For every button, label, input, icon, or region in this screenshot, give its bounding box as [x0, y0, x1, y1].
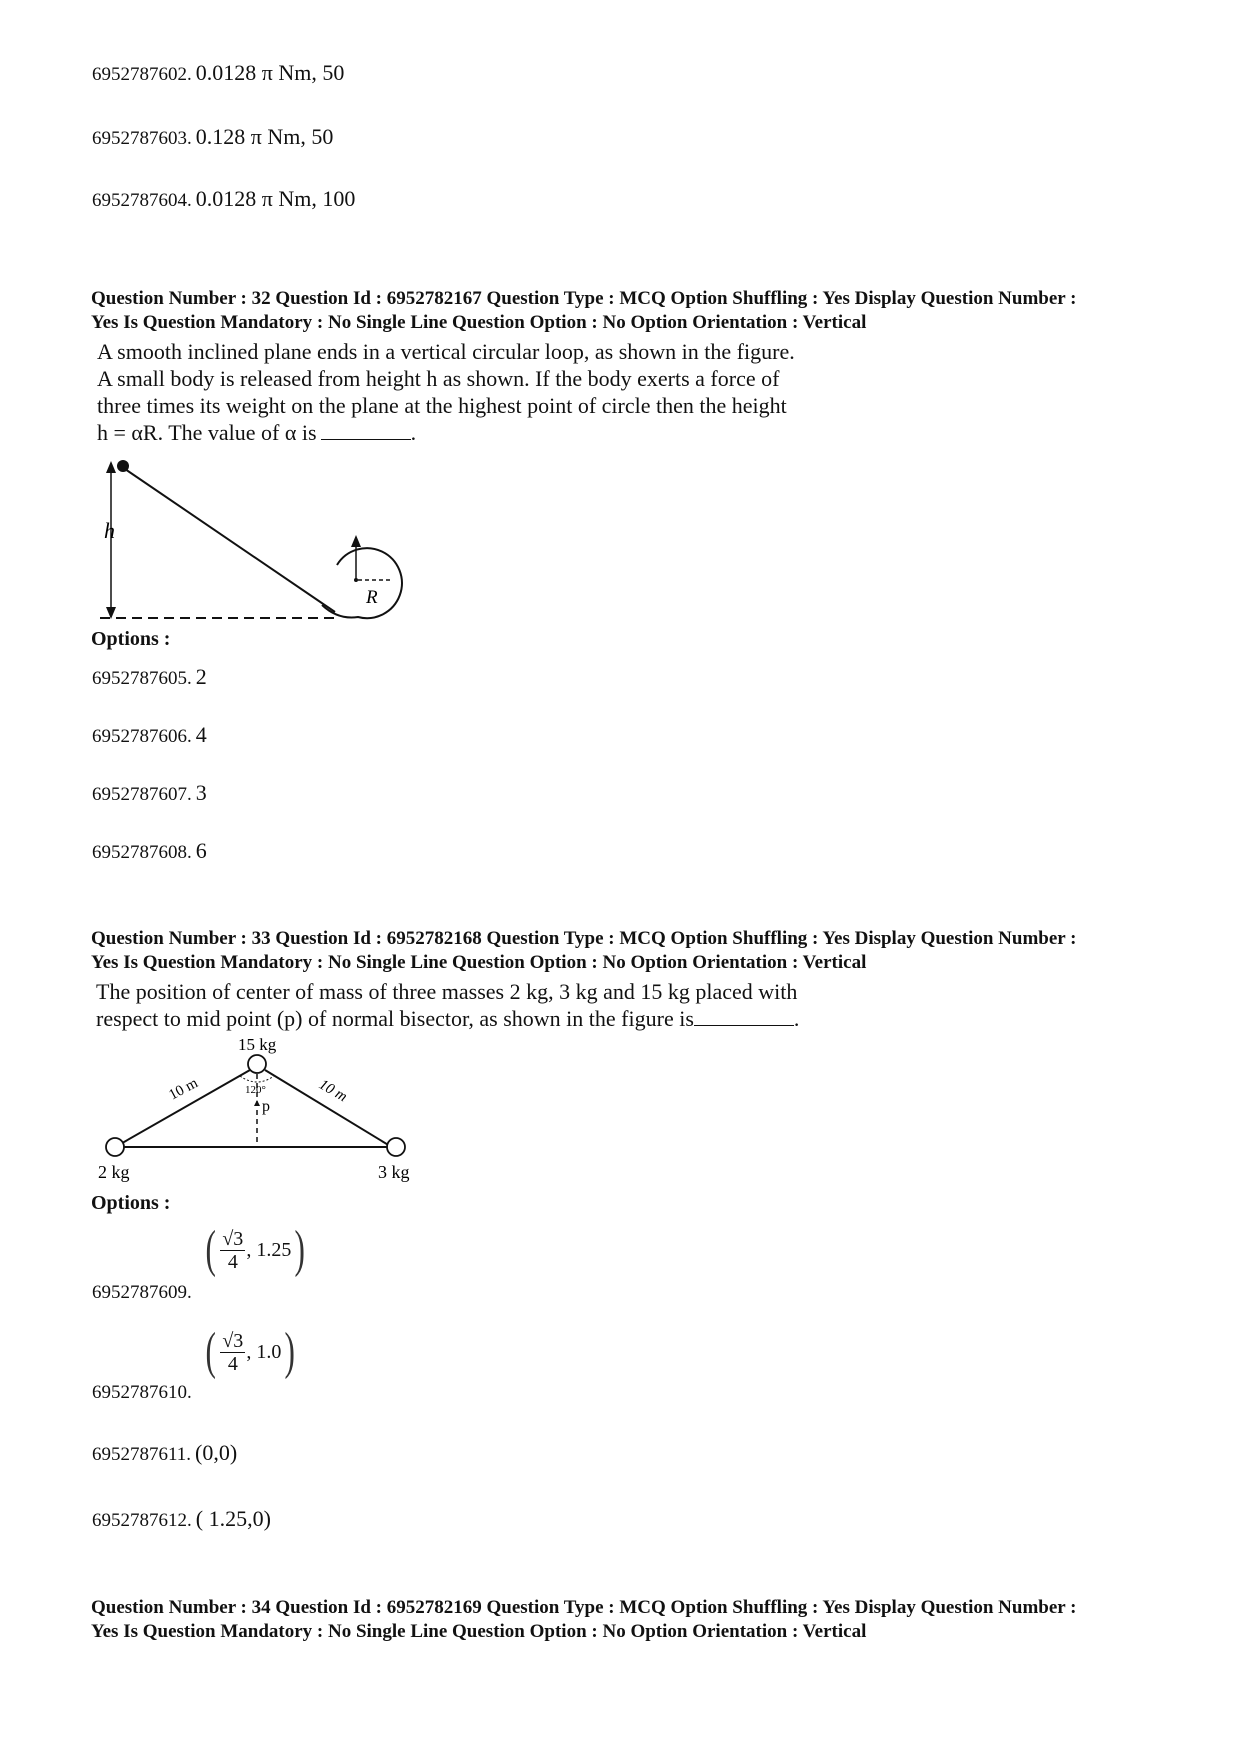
question-34-meta [91, 1596, 1191, 1644]
top-mass-label: 15 kg [238, 1035, 277, 1054]
question-line: h = αR. The value of α is [97, 420, 317, 445]
meta-line: Yes Is Question Mandatory : No Single Line Question Option : No Option Orientation : Vertical [91, 952, 867, 973]
inclined-plane-figure [90, 455, 410, 625]
option-value: 6 [195, 838, 207, 863]
question-33-meta [91, 927, 1191, 975]
fraction-numerator: √3 [222, 1227, 244, 1250]
option-id: 6952787602. [92, 64, 192, 85]
option-value: 3 [195, 780, 207, 805]
right-mass-label: 3 kg [378, 1162, 410, 1182]
answer-blank [321, 439, 411, 440]
option-row [92, 186, 355, 212]
meta-line: Question Number : 33 Question Id : 6952782168 Question Type : MCQ Option Shuffling : Yes Display Question Number : [91, 928, 1077, 949]
option-id: 6952787609. [92, 1282, 192, 1303]
option-value: 2 [195, 664, 207, 689]
meta-line: Yes Is Question Mandatory : No Single Line Question Option : No Option Orientation : Vertical [91, 1621, 867, 1642]
option-id: 6952787610. [92, 1382, 192, 1403]
right-mass [387, 1138, 405, 1156]
option-value: ( 1.25,0) [195, 1506, 271, 1531]
question-line: The position of center of mass of three masses 2 kg, 3 kg and 15 kg placed with [96, 979, 798, 1004]
option-row [92, 60, 344, 86]
question-line: three times its weight on the plane at the highest point of circle then the height [97, 393, 787, 418]
option-id: 6952787611. [92, 1444, 192, 1465]
option-value-rest: , 1.25 [246, 1238, 292, 1261]
option-row [92, 838, 207, 864]
option-value: 0.0128 π Nm, 50 [195, 60, 345, 85]
triangle-masses-figure [90, 1030, 430, 1195]
option-id: 6952787603. [92, 128, 192, 149]
option-row [92, 1506, 271, 1532]
answer-blank [694, 1025, 794, 1026]
option-value: 0.128 π Nm, 50 [195, 124, 334, 149]
radius-label: R [366, 587, 378, 608]
left-length-label: 10 m [166, 1075, 201, 1104]
option-row [92, 1440, 237, 1466]
option-value-rest: , 1.0 [246, 1340, 282, 1363]
left-mass [106, 1138, 124, 1156]
option-id: 6952787606. [92, 726, 192, 747]
height-label: h [104, 518, 115, 543]
top-mass [248, 1055, 266, 1073]
option-id: 6952787607. [92, 784, 192, 805]
right-length-label: 10 m [316, 1076, 350, 1106]
fraction-denominator: 4 [227, 1250, 238, 1273]
meta-line: Question Number : 32 Question Id : 6952782167 Question Type : MCQ Option Shuffling : Yes Display Question Number : [91, 288, 1077, 309]
option-row [92, 1282, 192, 1304]
option-id: 6952787604. [92, 190, 192, 211]
question-line: A small body is released from height h as shown. If the body exerts a force of [97, 366, 780, 391]
option-value-fraction: ( $\frac{√3}{4}$ , 1.0 ) [205, 1323, 296, 1380]
option-row [92, 722, 207, 748]
left-mass-label: 2 kg [98, 1162, 130, 1182]
option-value-fraction: ( $\frac{√3}{4}$ , 1.25 ) [205, 1221, 306, 1278]
question-line: respect to mid point (p) of normal bisector, as shown in the figure is [96, 1006, 694, 1031]
incline-line [125, 469, 335, 612]
option-id: 6952787605. [92, 668, 192, 689]
options-label: Options : [91, 1192, 171, 1214]
option-value: 0.0128 π Nm, 100 [195, 186, 356, 211]
meta-line: Yes Is Question Mandatory : No Single Line Question Option : No Option Orientation : Vertical [91, 312, 867, 333]
question-line: A smooth inclined plane ends in a vertical circular loop, as shown in the figure. [97, 339, 795, 364]
option-row [92, 780, 207, 806]
angle-label: 120° [245, 1084, 266, 1096]
circular-loop [322, 548, 402, 618]
option-id: 6952787612. [92, 1510, 192, 1531]
options-label: Options : [91, 628, 171, 650]
question-33-text: The position of center of mass of three masses 2 kg, 3 kg and 15 kg placed with respect to mid point (p) of normal bisector, as shown in the figure is . [96, 979, 800, 1031]
option-id: 6952787608. [92, 842, 192, 863]
question-32-meta [91, 287, 1191, 335]
point-p-label: p [262, 1098, 270, 1115]
option-row [92, 664, 207, 690]
option-row [92, 124, 333, 150]
option-row [92, 1382, 192, 1404]
option-value: 4 [195, 722, 207, 747]
fraction-denominator: 4 [227, 1352, 238, 1375]
option-value: (0,0) [195, 1440, 238, 1465]
fraction-numerator: √3 [222, 1329, 244, 1352]
meta-line: Question Number : 34 Question Id : 6952782169 Question Type : MCQ Option Shuffling : Yes Display Question Number : [91, 1597, 1077, 1618]
question-32-text: A smooth inclined plane ends in a vertical circular loop, as shown in the figure. A small body is released from height h as shown. If the body exerts a force of three times its weight on the plane at the highest point of circle then the height h = αR. The value of α is . [97, 339, 795, 445]
